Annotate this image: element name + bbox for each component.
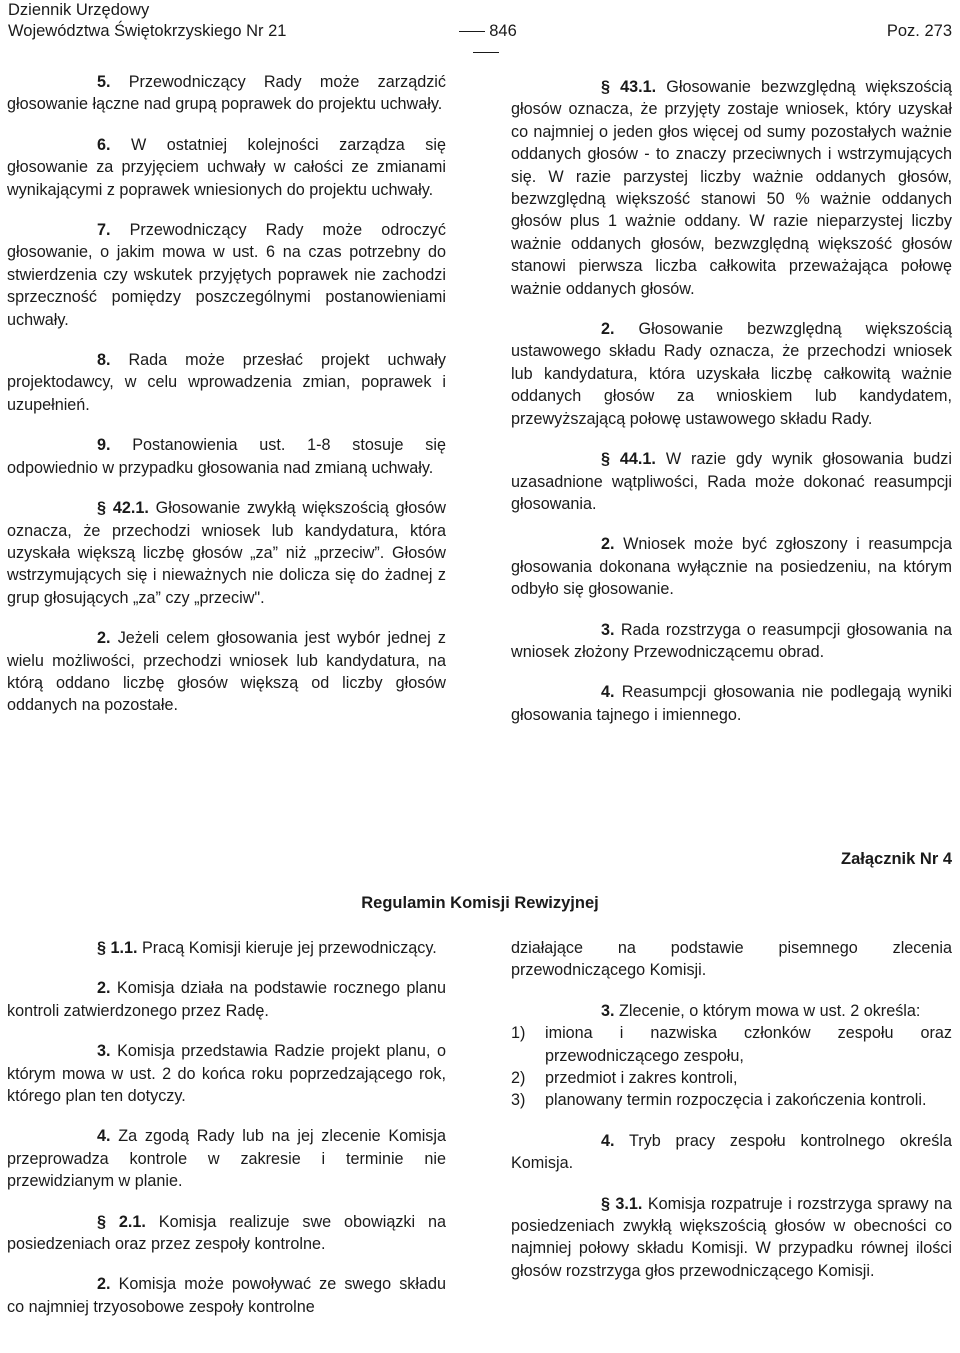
paragraph: 2. Wniosek może być zgłoszony i reasumpcja głosowania dokonana wyłącznie na posiedzeniu, na którym odbyło się głosowanie. (511, 535, 952, 599)
paragraph: 8. Rada może przesłać projekt uchwały projektodawcy, w celu wprowadzenia zmian, poprawek i uzupełnień. (7, 351, 446, 414)
journal-voivodeship: Województwa Świętokrzyskiego Nr 21 (8, 22, 287, 40)
page-number: 846 (440, 21, 532, 63)
paragraph-section-1: § 1.1. Pracą Komisji kieruje jej przewodniczący. (97, 939, 437, 957)
paragraph-section-42: § 42.1. Głosowanie zwykłą większością głosów oznacza, że przechodzi wniosek lub kandydatura, która uzyskała większą liczbę głosów „za” niż „przeciw”. Głosów wstrzymujących się i nieważnych nie dolicza się do żadnej z grup głosujących „za” czy „przeciw". (7, 499, 446, 607)
paragraph: 3. Zlecenie, o którym mowa w ust. 2 określa: (601, 1001, 921, 1020)
paragraph: 3. Rada rozstrzyga o reasumpcji głosowania na wniosek złożony Przewodniczącemu obrad. (511, 620, 952, 661)
position-number: Poz. 273 (886, 22, 952, 40)
paragraph-section-3: § 3.1. Komisja rozpatruje i rozstrzyga sprawy na posiedzeniach zwykłą większością głosów w obecności co najmniej połowy składu Komisji. W przypadku równej ilości głosów rozstrzyga głos przewodniczącego Komisji. (511, 1194, 952, 1280)
paragraph-continuation: działające na podstawie pisemnego zlecenia przewodniczącego Komisji. (511, 939, 952, 980)
paragraph: 4. Tryb pracy zespołu kontrolnego określa Komisja. (511, 1131, 952, 1173)
column-top-left (7, 71, 446, 717)
attachment-label: Załącznik Nr 4 (841, 850, 952, 868)
list-item: 1) imiona i nazwiska członków zespołu oraz przewodniczącego zespołu, (511, 1024, 952, 1065)
paragraph: 2. Jeżeli celem głosowania jest wybór jednej z wielu możliwości, przechodzi wniosek lub kandydatura, na którą oddano liczbę głosów większą od liczby głosów oddanych na pozostałe. (7, 629, 446, 715)
paragraph: 4. Za zgodą Rady lub na jej zlecenie Komisja przeprowadza kontrole w zakresie i terminie nie przewidzianym w planie. (7, 1127, 446, 1191)
paragraph: 6. W ostatniej kolejności zarządza się głosowanie za przyjęciem uchwały w całości ze zmianami wynikającymi z poprawek wniesionych do projektu uchwały. (7, 135, 446, 199)
enumerated-list (511, 1022, 952, 1112)
paragraph: 2. Komisja może powoływać ze swego składu co najmniej trzyosobowe zespoły kontrolne (7, 1275, 446, 1316)
regulation-title: Regulamin Komisji Rewizyjnej (361, 894, 599, 912)
list-item: 2) przedmiot i zakres kontroli, (511, 1069, 738, 1088)
journal-title: Dziennik Urzędowy (8, 1, 150, 19)
paragraph: 9. Postanowienia ust. 1-8 stosuje się odpowiednio w przypadku głosowania nad zmianą uchwały. (7, 436, 446, 477)
paragraph: 2. Komisja działa na podstawie rocznego planu kontroli zatwierdzonego przez Radę. (7, 979, 446, 1020)
page-header (8, 0, 952, 44)
list-item: 3) planowany termin rozpoczęcia i zakończenia kontroli. (511, 1091, 927, 1110)
paragraph-section-2: § 2.1. Komisja realizuje swe obowiązki na posiedzeniach oraz przez zespoły kontrolne. (7, 1212, 446, 1254)
column-bottom-left (7, 937, 446, 1318)
column-top-right (511, 76, 952, 726)
paragraph: 4. Reasumpcji głosowania nie podlegają wyniki głosowania tajnego i imiennego. (511, 683, 952, 724)
paragraph: 7. Przewodniczący Rady może odroczyć głosowanie, o jakim mowa w ust. 6 na czas potrzebny do stwierdzenia czy wskutek przyjętych poprawek nie zachodzi sprzeczność pomiędzy poszczególnymi postanowieniami uchwały. (7, 221, 446, 329)
paragraph: 3. Komisja przedstawia Radzie projekt planu, o którym mowa w ust. 2 do końca roku poprzedzającego rok, którego plan ten dotyczy. (7, 1042, 446, 1106)
paragraph-section-43: § 43.1. Głosowanie bezwzględną większością głosów oznacza, że przyjęty zostaje wniosek, który uzyskał co najmniej o jeden głos więcej od sumy pozostałych ważnie oddanych głosów - to znaczy przeciwnych i wstrzymujących się. W razie parzystej liczby ważnie oddanych głosów, bezwzględną większość stanowi 50 % ważnie oddanych głosów plus 1 ważnie oddany. W razie nieparzystej liczby ważnie oddanych głosów, bezwzględną większość głosów stanowi pierwsza liczba całkowita przeważająca połowę ważnie oddanych głosów. (511, 78, 952, 298)
paragraph-section-44: § 44.1. W razie gdy wynik głosowania budzi uzasadnione wątpliwości, Rada może dokonać reasumpcji głosowania. (511, 450, 952, 513)
paragraph: 5. Przewodniczący Rady może zarządzić głosowanie łączne nad grupą poprawek do projektu uchwały. (7, 73, 446, 114)
column-bottom-right (511, 937, 952, 1282)
paragraph: 2. Głosowanie bezwzględną większością ustawowego składu Rady oznacza, że przechodzi wniosek lub kandydatura, która uzyskała liczbę całkowitą ważnie oddanych głosów za wnioskiem lub kandydatem, przewyższającą połowę ustawowego składu Rady. (511, 320, 952, 428)
